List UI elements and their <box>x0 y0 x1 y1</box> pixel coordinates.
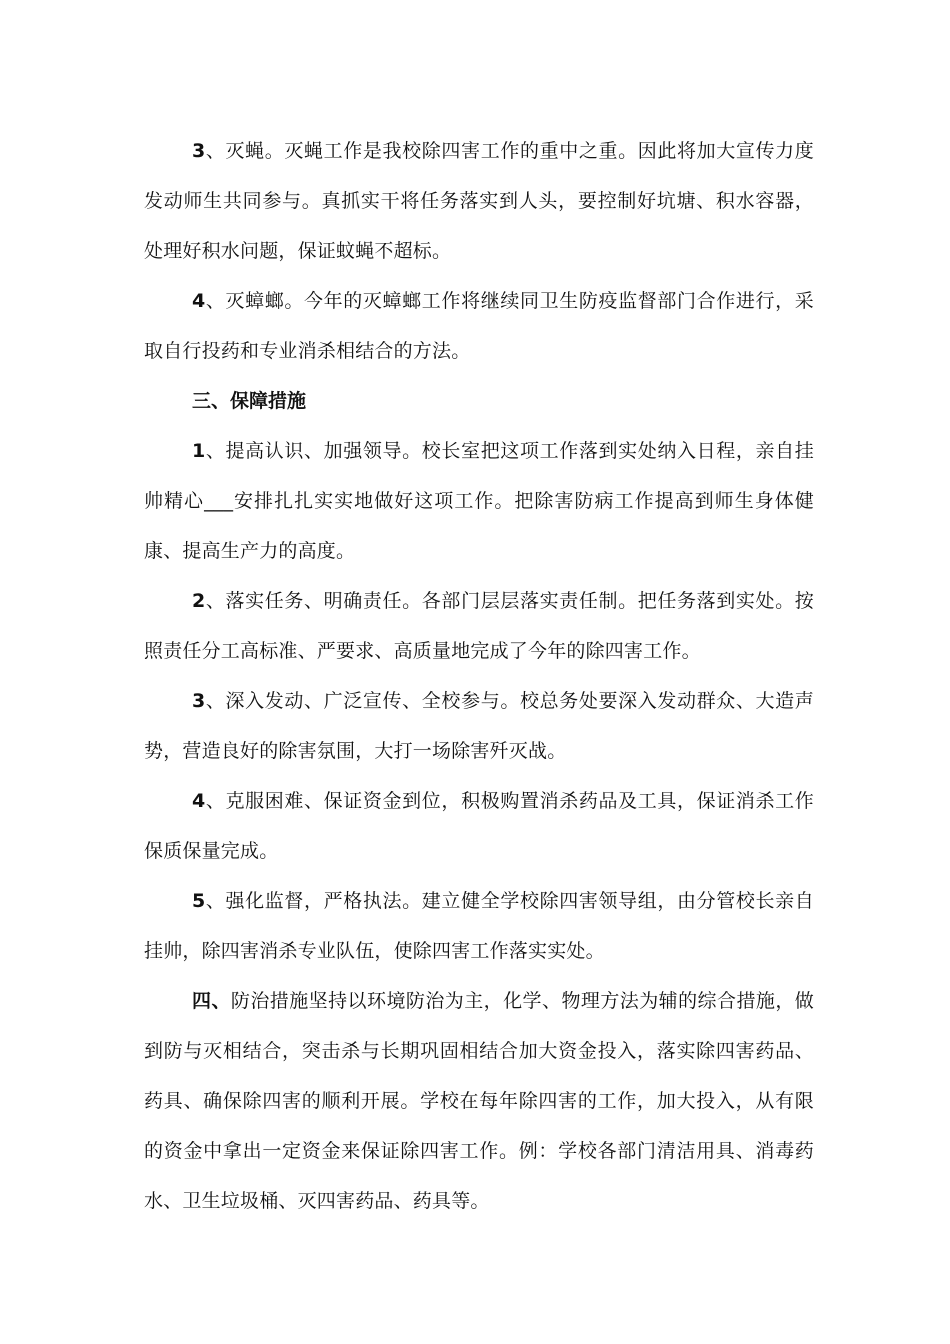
section-heading: 三、保障措施 <box>192 390 307 412</box>
measure-text: 、强化监督，严格执法。建立健全学校除四害领导组，由分管校长亲自挂帅，除四害消杀专业队伍，使除四害工作落实实处。 <box>144 890 814 962</box>
measure-text: 、克服困难、保证资金到位，积极购置消杀药品及工具，保证消杀工作保质保量完成。 <box>144 790 814 862</box>
measure-item <box>144 426 814 576</box>
paragraph-fly-control <box>144 126 814 276</box>
paragraph-text: 防治措施坚持以环境防治为主，化学、物理方法为辅的综合措施，做到防与灭相结合，突击杀与长期巩固相结合加大资金投入，落实除四害药品、药具、确保除四害的顺利开展。学校在每年除四害的工作，加大投入，从有限的资金中拿出一定资金来保证除四害工作。例：学校各部门清洁用具、消毒药水、卫生垃圾桶、灭四害药品、药具等。 <box>144 990 814 1212</box>
measure-item <box>144 676 814 776</box>
measure-text: 、提高认识、加强领导。校长室把这项工作落到实处纳入日程，亲自挂帅精心___安排扎扎实实地做好这项工作。把除害防病工作提高到师生身体健康、提高生产力的高度。 <box>144 440 814 562</box>
measure-number: 4 <box>192 790 206 812</box>
measure-number: 1 <box>192 440 206 462</box>
measure-text: 、落实任务、明确责任。各部门层层落实责任制。把任务落到实处。按照责任分工高标准、严要求、高质量地完成了今年的除四害工作。 <box>144 590 814 662</box>
measure-number: 5 <box>192 890 206 912</box>
measure-item <box>144 776 814 876</box>
measure-item <box>144 576 814 676</box>
measure-number: 3 <box>192 690 206 712</box>
measure-number: 2 <box>192 590 206 612</box>
paragraph-text: 、灭蟑螂。今年的灭蟑螂工作将继续同卫生防疫监督部门合作进行，采取自行投药和专业消杀相结合的方法。 <box>144 290 814 362</box>
paragraph-prevention-measures <box>144 976 814 1226</box>
paragraph-number: 4 <box>192 290 206 312</box>
paragraph-number: 3 <box>192 140 206 162</box>
paragraph-lead: 四、 <box>192 990 231 1012</box>
paragraph-cockroach-control <box>144 276 814 376</box>
paragraph-text: 、灭蝇。灭蝇工作是我校除四害工作的重中之重。因此将加大宣传力度发动师生共同参与。真抓实干将任务落实到人头，要控制好坑塘、积水容器，处理好积水问题，保证蚊蝇不超标。 <box>144 140 814 262</box>
measure-text: 、深入发动、广泛宣传、全校参与。校总务处要深入发动群众、大造声势，营造良好的除害氛围，大打一场除害歼灭战。 <box>144 690 814 762</box>
measure-item <box>144 876 814 976</box>
